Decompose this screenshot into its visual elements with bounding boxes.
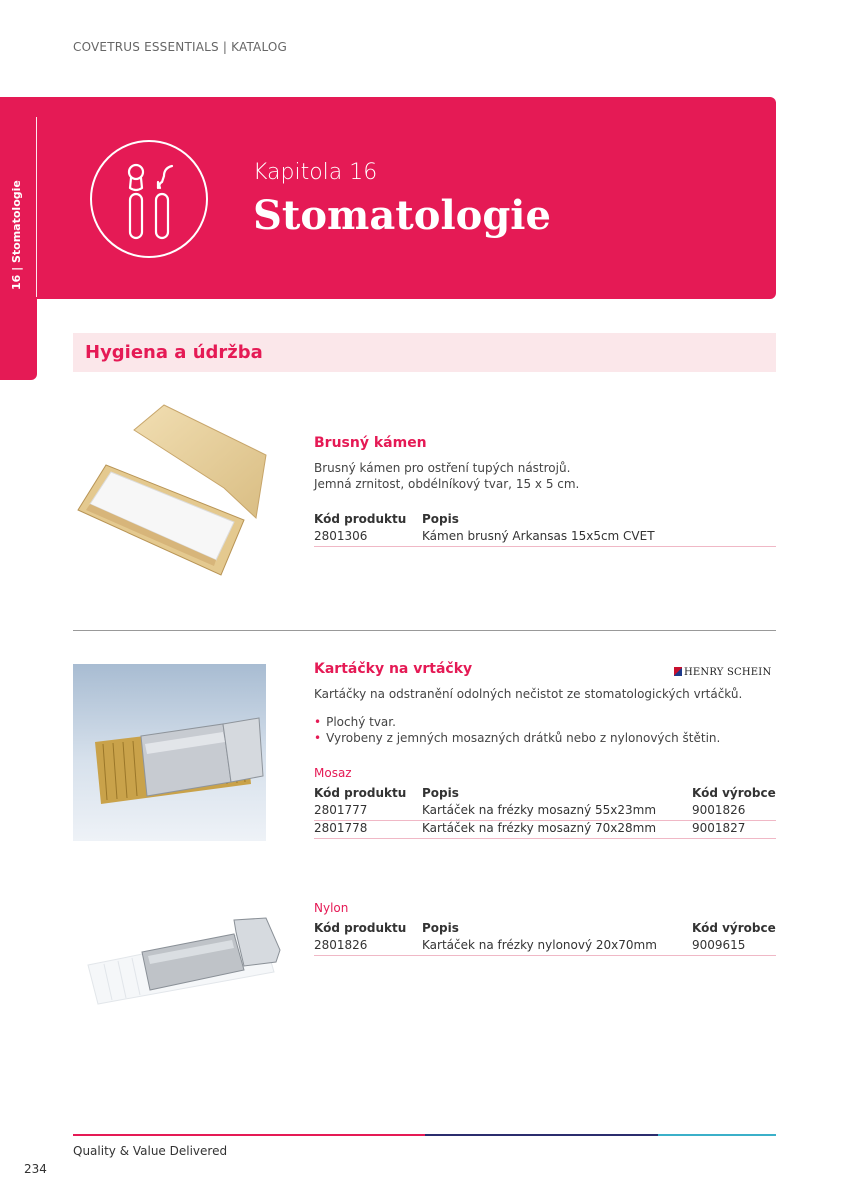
product-description-cell: Kámen brusný Arkansas 15x5cm CVET	[422, 529, 655, 543]
product-code: 2801777	[314, 803, 368, 817]
footer-tagline: Quality & Value Delivered	[73, 1144, 228, 1158]
manufacturer-code: 9001827	[692, 821, 746, 835]
col-header-description: Popis	[422, 512, 459, 526]
footer-line-cyan	[658, 1134, 776, 1136]
section-title: Hygiena a údržba	[85, 342, 263, 363]
product-code: 2801306	[314, 529, 368, 543]
henry-schein-logo: HENRY SCHEIN	[674, 667, 771, 678]
table-row	[314, 938, 776, 956]
side-tab-label: 16 | Stomatologie	[10, 180, 23, 290]
col-header-product-code: Kód produktu	[314, 512, 407, 526]
col-header-description: Popis	[422, 786, 459, 800]
sharpening-stone-image	[76, 400, 276, 580]
col-header-description: Popis	[422, 921, 459, 935]
product-description: Kartáčky na odstranění odolných nečistot ze stomatologických vrtáčků.	[314, 687, 743, 701]
footer-line-navy	[425, 1134, 658, 1136]
col-header-manufacturer-code: Kód výrobce	[692, 921, 776, 935]
manufacturer-code: 9009615	[692, 938, 746, 952]
nylon-brush-image	[84, 910, 284, 1010]
footer-line-accent	[73, 1134, 425, 1136]
variant-label-mosaz: Mosaz	[314, 766, 352, 780]
list-item: • Vyrobeny z jemných mosazných drátků nebo z nylonových štětin.	[314, 730, 720, 746]
feature-list	[314, 714, 720, 746]
brand-flag-icon	[674, 667, 682, 676]
col-header-product-code: Kód produktu	[314, 921, 407, 935]
product-table-nylon	[314, 921, 776, 961]
col-header-product-code: Kód produktu	[314, 786, 407, 800]
product-description-cell: Kartáček na frézky mosazný 70x28mm	[422, 821, 657, 835]
page-number: 234	[24, 1162, 47, 1176]
product-name-brusny-kamen: Brusný kámen	[314, 435, 427, 451]
manufacturer-code: 9001826	[692, 803, 746, 817]
brass-brush-image	[73, 664, 266, 841]
dental-tools-icon	[90, 140, 208, 258]
product-description-cell: Kartáček na frézky mosazný 55x23mm	[422, 803, 657, 817]
table-row	[314, 821, 776, 839]
list-item: • Plochý tvar.	[314, 714, 720, 730]
product-description: Brusný kámen pro ostření tupých nástrojů. Jemná zrnitost, obdélníkový tvar, 15 x 5 cm.	[314, 461, 580, 491]
table-row	[314, 529, 776, 547]
product-code: 2801778	[314, 821, 368, 835]
table-row	[314, 803, 776, 821]
side-tab-divider	[36, 117, 37, 297]
product-description-cell: Kartáček na frézky nylonový 20x70mm	[422, 938, 657, 952]
variant-label-nylon: Nylon	[314, 901, 349, 915]
chapter-title: Stomatologie	[253, 192, 551, 239]
section-header	[73, 333, 776, 372]
product-table-brusny-kamen	[314, 512, 776, 552]
product-name-kartacky: Kartáčky na vrtáčky	[314, 661, 473, 677]
chapter-label: Kapitola 16	[253, 160, 378, 185]
product-table-mosaz	[314, 786, 776, 842]
section-divider	[73, 630, 776, 631]
catalog-header: COVETRUS ESSENTIALS | KATALOG	[73, 40, 288, 54]
col-header-manufacturer-code: Kód výrobce	[692, 786, 776, 800]
product-code: 2801826	[314, 938, 368, 952]
